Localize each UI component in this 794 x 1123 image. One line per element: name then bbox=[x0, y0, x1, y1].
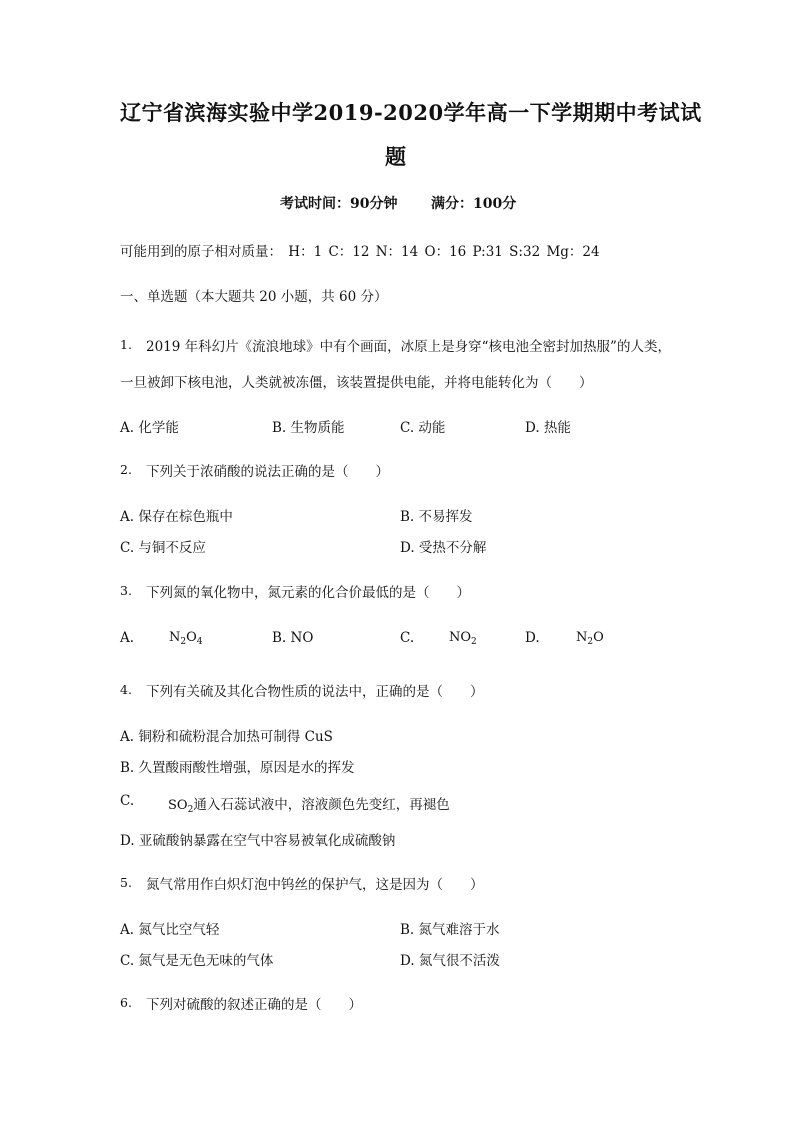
option-c-label: C. bbox=[120, 793, 135, 809]
question-number: 4. bbox=[120, 682, 132, 697]
option-b: B. 生物质能 bbox=[272, 420, 345, 436]
option-c: C. 与铜不反应 bbox=[120, 540, 206, 556]
question-number: 5. bbox=[120, 875, 132, 890]
question-text: 一旦被卸下核电池，人类就被冻僵，该装置提供电能，并将电能转化为（ ） bbox=[120, 375, 593, 391]
option-c: C. 动能 bbox=[400, 420, 446, 436]
option-b: B. 氮气难溶于水 bbox=[400, 922, 500, 938]
option-c: C. 氮气是无色无味的气体 bbox=[120, 953, 274, 969]
option-c-label: C. bbox=[400, 630, 415, 646]
page-title-line2: 题 bbox=[385, 144, 407, 169]
option-a: A. 铜粉和硫粉混合加热可制得 CuS bbox=[120, 729, 333, 745]
question-text: 下列氮的氧化物中，氮元素的化合价最低的是（ ） bbox=[146, 585, 470, 601]
question-text: 下列有关硫及其化合物性质的说法中，正确的是（ ） bbox=[146, 684, 484, 700]
option-a: A. 化学能 bbox=[120, 420, 179, 436]
exam-time: 考试时间：90分钟 bbox=[280, 196, 398, 212]
option-d: D. 氮气很不活泼 bbox=[400, 953, 500, 969]
option-b: B. 久置酸雨酸性增强，原因是水的挥发 bbox=[120, 760, 355, 776]
option-d-label: D. bbox=[525, 630, 540, 646]
question-number: 2. bbox=[120, 462, 132, 477]
option-a: A. 氮气比空气轻 bbox=[120, 922, 220, 938]
option-b: B. 不易挥发 bbox=[400, 509, 473, 525]
section-title: 一、单选题（本大题共 20 小题，共 60 分） bbox=[120, 289, 388, 305]
page-title-line1: 辽宁省滨海实验中学2019-2020学年高一下学期期中考试试 bbox=[120, 100, 702, 125]
option-c: $SO_2$通入石蕊试液中，溶液颜色先变红，再褪色 bbox=[168, 797, 450, 815]
option-d: D. 受热不分解 bbox=[400, 540, 487, 556]
option-b: B. NO bbox=[272, 630, 314, 646]
question-text: 氮气常用作白炽灯泡中钨丝的保护气，这是因为（ ） bbox=[146, 877, 484, 893]
option-d: D. 亚硫酸钠暴露在空气中容易被氧化成硫酸钠 bbox=[120, 833, 396, 849]
full-score: 满分：100分 bbox=[431, 196, 517, 212]
option-a-formula: $N_2O_4$ bbox=[169, 630, 203, 647]
question-text: 下列对硫酸的叙述正确的是（ ） bbox=[146, 997, 362, 1013]
question-number: 3. bbox=[120, 583, 132, 598]
question-number: 6. bbox=[120, 995, 132, 1010]
option-d-formula: $N_2O$ bbox=[576, 630, 604, 647]
option-a: A. 保存在棕色瓶中 bbox=[120, 509, 233, 525]
question-number: 1. bbox=[120, 337, 132, 352]
question-text: 2019 年科幻片《流浪地球》中有个画面，冰原上是身穿“核电池全密封加热服”的人类， bbox=[146, 339, 671, 355]
option-a-label: A. bbox=[120, 630, 135, 646]
question-text: 下列关于浓硝酸的说法正确的是（ ） bbox=[146, 464, 389, 480]
atomic-masses: 可能用到的原子相对质量： H：1 C：12 N：14 O：16 P:31 S:32 Mg：24 bbox=[120, 244, 600, 260]
option-d: D. 热能 bbox=[525, 420, 571, 436]
option-c-formula: $NO_2$ bbox=[449, 630, 477, 647]
